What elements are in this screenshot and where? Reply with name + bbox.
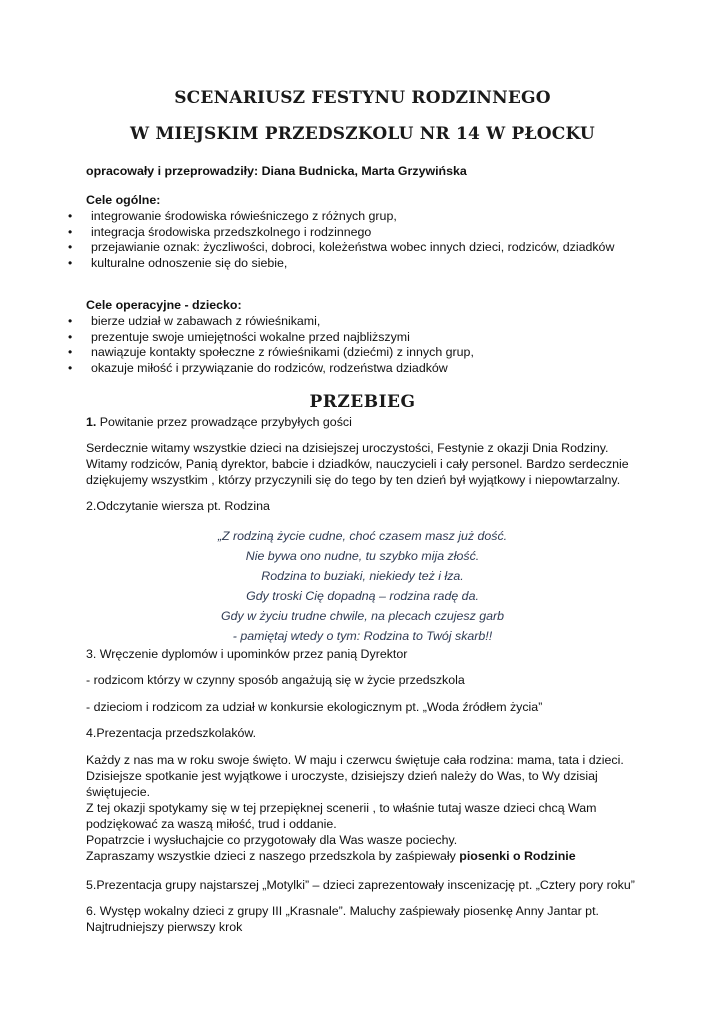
bullet-icon: • xyxy=(68,224,73,239)
step-2: 2.Odczytanie wiersza pt. Rodzina xyxy=(86,499,270,513)
step-1 xyxy=(86,414,646,430)
paragraph-line: Dzisiejsze spotkanie jest wyjątkowe i uroczyste, dzisiejszy dzień należy do Was, to Wy dzisiaj xyxy=(86,769,598,783)
paragraph-line: świętujecie. xyxy=(86,785,151,799)
step-4: 4.Prezentacja przedszkolaków. xyxy=(86,726,257,740)
poem-line: Nie bywa ono nudne, tu szybko mija złość. xyxy=(245,549,480,563)
bullet-icon: • xyxy=(68,240,73,254)
list-item: • bierze udział w zabawach z rówieśnikami, xyxy=(68,314,321,328)
poem-line: - pamiętaj wtedy o tym: Rodzina to Twój skarb!! xyxy=(232,629,493,643)
bullet-icon: • xyxy=(68,255,73,270)
document-title-line2: W MIEJSKIM PRZEDSZKOLU NR 14 W PŁOCKU xyxy=(130,124,595,144)
operational-goals-list xyxy=(68,313,646,375)
list-item: • prezentuje swoje umiejętności wokalne przed najbliższymi xyxy=(68,329,410,344)
list-item: • nawiązuje kontakty społeczne z rówieśnikami (dziećmi) z innych grup, xyxy=(68,345,474,359)
bullet-icon: • xyxy=(68,314,73,328)
poem-line: „Z rodziną życie cudne, choć czasem masz już dość. xyxy=(217,529,508,543)
step-3-item-parents: - rodzicom którzy w czynny sposób angażują się w życie przedszkola xyxy=(86,673,465,687)
paragraph-line: dziękujemy wszystkim , którzy przyczynili się do tego by ten dzień był wyjątkowy i niepowtarzalny. xyxy=(86,473,621,487)
list-item: • kulturalne odnoszenie się do siebie, xyxy=(68,255,288,270)
list-item: • integrowanie środowiska rówieśniczego z różnych grup, xyxy=(68,209,397,223)
poem-rodzina xyxy=(0,526,725,646)
step-1-number: 1. xyxy=(86,415,97,429)
paragraph-line: Z tej okazji spotykamy się w tej przepięknej scenerii , to właśnie tutaj wasze dzieci chcą Wam xyxy=(86,801,597,815)
general-goals-section xyxy=(68,192,646,270)
poem-line: Gdy w życiu trudne chwile, na plecach czujesz garb xyxy=(220,609,505,623)
bullet-icon: • xyxy=(68,345,73,359)
step-3: 3. Wręczenie dyplomów i upominków przez panią Dyrektor xyxy=(86,647,408,661)
step-5: 5.Prezentacja grupy najstarszej „Motylki” – dzieci zaprezentowały inscenizację pt. „Cztery pory roku” xyxy=(86,878,635,892)
step-3-item-contest: - dzieciom i rodzicom za udział w konkursie ekologicznym pt. „Woda źródłem życia” xyxy=(86,700,543,714)
step-6 xyxy=(86,903,646,935)
general-goals-heading: Cele ogólne: xyxy=(86,193,161,207)
document-title-line1: SCENARIUSZ FESTYNU RODZINNEGO xyxy=(174,88,551,108)
welcome-paragraph xyxy=(86,440,646,488)
list-item: • integracja środowiska przedszkolnego i rodzinnego xyxy=(68,224,372,239)
poem-line: Gdy troski Cię dopadną – rodzina radę da. xyxy=(246,589,479,603)
authors-line: opracowały i przeprowadziły: Diana Budnicka, Marta Grzywińska xyxy=(86,164,467,178)
songs-highlight: piosenki o Rodzinie xyxy=(459,849,576,863)
section-heading-przebieg: PRZEBIEG xyxy=(309,392,416,412)
paragraph-line: Każdy z nas ma w roku swoje święto. W maju i czerwcu świętuje cała rodzina: mama, tata i dzieci. xyxy=(86,753,624,767)
bullet-icon: • xyxy=(68,360,73,375)
paragraph-line: Zapraszamy wszystkie dzieci z naszego przedszkola by zaśpiewały piosenki o Rodzinie xyxy=(86,849,576,863)
paragraph-line: podziękować za waszą miłość, trud i oddanie. xyxy=(86,817,337,831)
paragraph-line: 6. Występ wokalny dzieci z grupy III „Krasnale”. Maluchy zaśpiewały piosenkę Anny Jantar pt. xyxy=(86,904,599,918)
operational-goals-heading: Cele operacyjne - dziecko: xyxy=(86,298,242,312)
bullet-icon: • xyxy=(68,329,73,344)
general-goals-list xyxy=(68,208,646,270)
speech-paragraph xyxy=(86,752,646,864)
step-1-text: Powitanie przez prowadzące przybyłych gości xyxy=(96,415,352,429)
bullet-icon: • xyxy=(68,209,73,223)
operational-goals-section xyxy=(68,297,646,375)
poem-line: Rodzina to buziaki, niekiedy też i łza. xyxy=(261,569,464,583)
list-item: • przejawianie oznak: życzliwości, dobroci, koleżeństwa wobec innych dzieci, rodziców, dziadków xyxy=(68,240,615,254)
paragraph-line: Popatrzcie i wysłuchajcie co przygotowały dla Was wasze pociechy. xyxy=(86,833,458,847)
paragraph-line: Witamy rodziców, Panią dyrektor, babcie i dziadków, nauczycieli i cały personel. Bardzo serdecznie xyxy=(86,457,629,471)
paragraph-line: Najtrudniejszy pierwszy krok xyxy=(86,920,243,934)
paragraph-line: Serdecznie witamy wszystkie dzieci na dzisiejszej uroczystości, Festynie z okazji Dnia Rodziny. xyxy=(86,441,609,455)
list-item: • okazuje miłość i przywiązanie do rodziców, rodzeństwa dziadków xyxy=(68,360,448,375)
